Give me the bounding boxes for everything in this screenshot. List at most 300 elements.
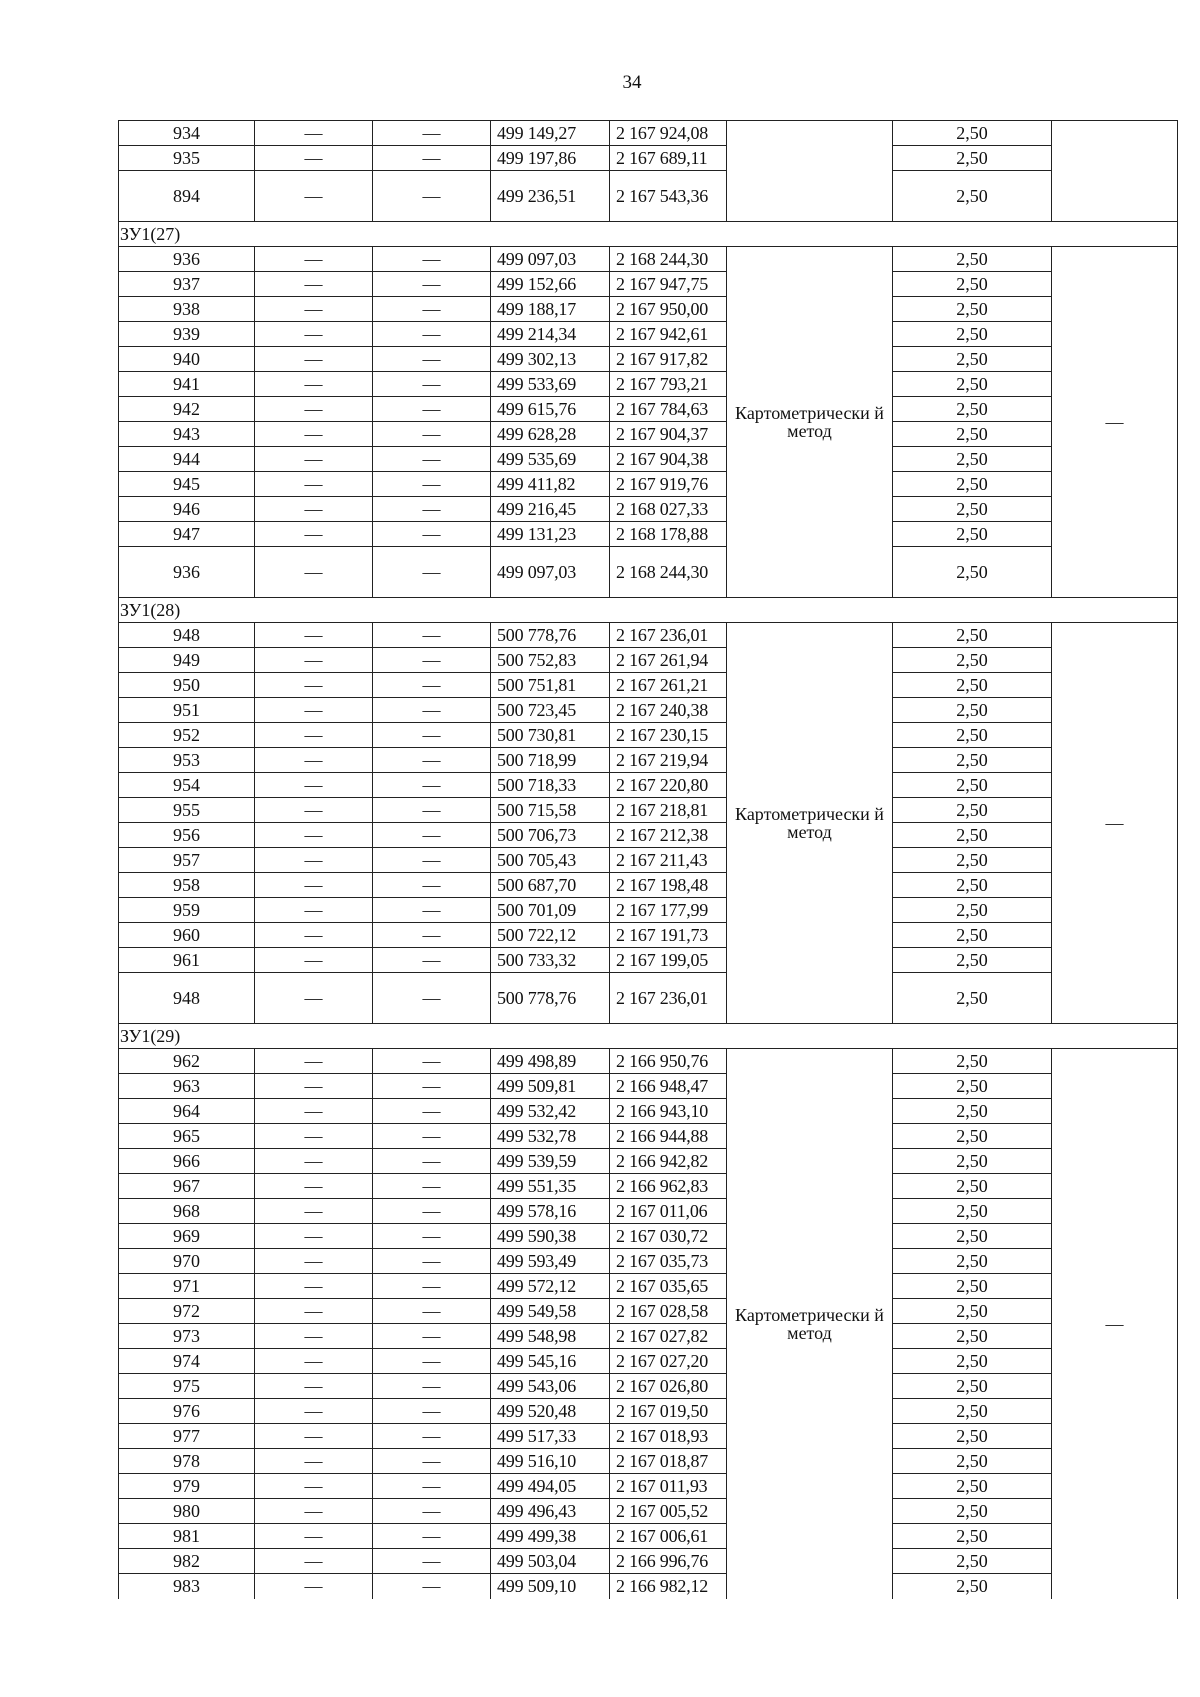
table-row [119, 773, 1178, 798]
table-row [119, 347, 1178, 372]
y-coordinate: 2 167 219,94 [610, 748, 727, 773]
point-number: 973 [119, 1324, 255, 1349]
point-number: 937 [119, 272, 255, 297]
accuracy: 2,50 [893, 1149, 1052, 1174]
accuracy: 2,50 [893, 422, 1052, 447]
y-coordinate: 2 167 261,94 [610, 648, 727, 673]
y-coordinate: 2 167 198,48 [610, 873, 727, 898]
dash-cell: — [255, 146, 373, 171]
point-number: 935 [119, 146, 255, 171]
y-coordinate: 2 167 006,61 [610, 1524, 727, 1549]
y-coordinate: 2 166 996,76 [610, 1549, 727, 1574]
dash-cell: — [255, 748, 373, 773]
x-coordinate: 500 751,81 [491, 673, 610, 698]
y-coordinate: 2 167 011,06 [610, 1199, 727, 1224]
dash-cell: — [373, 522, 491, 547]
y-coordinate: 2 167 191,73 [610, 923, 727, 948]
x-coordinate: 499 097,03 [491, 247, 610, 272]
y-coordinate: 2 167 199,05 [610, 948, 727, 973]
dash-cell: — [255, 1499, 373, 1524]
table-row [119, 1324, 1178, 1349]
dash-cell: — [373, 823, 491, 848]
dash-cell: — [373, 648, 491, 673]
accuracy: 2,50 [893, 322, 1052, 347]
dash-cell: — [255, 247, 373, 272]
table-row [119, 1474, 1178, 1499]
table-row [119, 1249, 1178, 1274]
table-row [119, 497, 1178, 522]
x-coordinate: 499 152,66 [491, 272, 610, 297]
dash-cell: — [255, 272, 373, 297]
dash-cell: — [255, 422, 373, 447]
table-row [119, 848, 1178, 873]
accuracy: 2,50 [893, 272, 1052, 297]
accuracy: 2,50 [893, 773, 1052, 798]
y-coordinate: 2 167 018,93 [610, 1424, 727, 1449]
x-coordinate: 499 517,33 [491, 1424, 610, 1449]
x-coordinate: 499 236,51 [491, 171, 610, 222]
table-row [119, 522, 1178, 547]
section-heading: ЗУ1(27) [119, 222, 1178, 247]
dash-cell: — [373, 1124, 491, 1149]
dash-cell: — [255, 372, 373, 397]
dash-cell: — [255, 171, 373, 222]
y-coordinate: 2 167 027,20 [610, 1349, 727, 1374]
y-coordinate: 2 167 212,38 [610, 823, 727, 848]
dash-cell: — [255, 1449, 373, 1474]
y-coordinate: 2 167 793,21 [610, 372, 727, 397]
y-coordinate: 2 166 942,82 [610, 1149, 727, 1174]
point-number: 964 [119, 1099, 255, 1124]
point-number: 941 [119, 372, 255, 397]
table-row [119, 171, 1178, 222]
dash-cell: — [373, 1099, 491, 1124]
y-coordinate: 2 167 240,38 [610, 698, 727, 723]
x-coordinate: 499 578,16 [491, 1199, 610, 1224]
accuracy: 2,50 [893, 698, 1052, 723]
accuracy: 2,50 [893, 472, 1052, 497]
y-coordinate: 2 167 942,61 [610, 322, 727, 347]
point-number: 979 [119, 1474, 255, 1499]
y-coordinate: 2 166 950,76 [610, 1049, 727, 1074]
x-coordinate: 499 628,28 [491, 422, 610, 447]
dash-cell: — [373, 1574, 491, 1599]
accuracy: 2,50 [893, 648, 1052, 673]
accuracy: 2,50 [893, 1049, 1052, 1074]
dash-cell: — [255, 898, 373, 923]
dash-cell: — [373, 848, 491, 873]
y-coordinate: 2 167 904,38 [610, 447, 727, 472]
dash-cell: — [255, 948, 373, 973]
table-row [119, 1574, 1178, 1599]
section-heading: ЗУ1(28) [119, 598, 1178, 623]
x-coordinate: 500 722,12 [491, 923, 610, 948]
dash-cell: — [373, 1374, 491, 1399]
y-coordinate: 2 167 947,75 [610, 272, 727, 297]
x-coordinate: 499 590,38 [491, 1224, 610, 1249]
point-number: 967 [119, 1174, 255, 1199]
dash-cell: — [255, 547, 373, 598]
point-number: 982 [119, 1549, 255, 1574]
y-coordinate: 2 166 962,83 [610, 1174, 727, 1199]
note-cell: — [1052, 623, 1178, 1024]
section-heading-row [119, 222, 1178, 247]
accuracy: 2,50 [893, 1524, 1052, 1549]
table-row [119, 447, 1178, 472]
y-coordinate: 2 167 236,01 [610, 623, 727, 648]
dash-cell: — [255, 447, 373, 472]
dash-cell: — [373, 923, 491, 948]
y-coordinate: 2 167 919,76 [610, 472, 727, 497]
table-row [119, 898, 1178, 923]
table-row [119, 973, 1178, 1024]
dash-cell: — [373, 397, 491, 422]
table-row [119, 1374, 1178, 1399]
dash-cell: — [373, 898, 491, 923]
method-cell [727, 121, 893, 222]
table-row [119, 823, 1178, 848]
x-coordinate: 499 494,05 [491, 1474, 610, 1499]
accuracy: 2,50 [893, 1199, 1052, 1224]
accuracy: 2,50 [893, 522, 1052, 547]
y-coordinate: 2 167 218,81 [610, 798, 727, 823]
point-number: 959 [119, 898, 255, 923]
point-number: 977 [119, 1424, 255, 1449]
y-coordinate: 2 167 236,01 [610, 973, 727, 1024]
table-row [119, 923, 1178, 948]
accuracy: 2,50 [893, 623, 1052, 648]
accuracy: 2,50 [893, 1074, 1052, 1099]
accuracy: 2,50 [893, 397, 1052, 422]
dash-cell: — [255, 1324, 373, 1349]
point-number: 955 [119, 798, 255, 823]
accuracy: 2,50 [893, 723, 1052, 748]
accuracy: 2,50 [893, 973, 1052, 1024]
dash-cell: — [255, 522, 373, 547]
dash-cell: — [373, 1224, 491, 1249]
table-row [119, 948, 1178, 973]
dash-cell: — [373, 1174, 491, 1199]
dash-cell: — [373, 1349, 491, 1374]
x-coordinate: 499 302,13 [491, 347, 610, 372]
dash-cell: — [373, 1474, 491, 1499]
dash-cell: — [373, 347, 491, 372]
y-coordinate: 2 168 027,33 [610, 497, 727, 522]
table-row [119, 1399, 1178, 1424]
point-number: 983 [119, 1574, 255, 1599]
x-coordinate: 499 549,58 [491, 1299, 610, 1324]
accuracy: 2,50 [893, 447, 1052, 472]
accuracy: 2,50 [893, 372, 1052, 397]
accuracy: 2,50 [893, 1099, 1052, 1124]
dash-cell: — [373, 372, 491, 397]
accuracy: 2,50 [893, 1474, 1052, 1499]
point-number: 944 [119, 447, 255, 472]
table-row [119, 1149, 1178, 1174]
y-coordinate: 2 167 026,80 [610, 1374, 727, 1399]
x-coordinate: 500 778,76 [491, 973, 610, 1024]
dash-cell: — [373, 773, 491, 798]
dash-cell: — [373, 973, 491, 1024]
method-cell: Картометрически й метод [727, 623, 893, 1024]
table-row [119, 798, 1178, 823]
dash-cell: — [373, 1324, 491, 1349]
dash-cell: — [255, 1349, 373, 1374]
dash-cell: — [255, 723, 373, 748]
accuracy: 2,50 [893, 1449, 1052, 1474]
section-heading: ЗУ1(29) [119, 1024, 1178, 1049]
dash-cell: — [373, 547, 491, 598]
dash-cell: — [255, 1074, 373, 1099]
table-row [119, 1274, 1178, 1299]
dash-cell: — [255, 1149, 373, 1174]
table-row [119, 1199, 1178, 1224]
dash-cell: — [255, 322, 373, 347]
x-coordinate: 499 520,48 [491, 1399, 610, 1424]
dash-cell: — [255, 472, 373, 497]
table-row [119, 673, 1178, 698]
dash-cell: — [373, 297, 491, 322]
dash-cell: — [373, 1299, 491, 1324]
x-coordinate: 499 509,81 [491, 1074, 610, 1099]
dash-cell: — [255, 1274, 373, 1299]
dash-cell: — [255, 1049, 373, 1074]
y-coordinate: 2 167 005,52 [610, 1499, 727, 1524]
x-coordinate: 499 197,86 [491, 146, 610, 171]
accuracy: 2,50 [893, 1274, 1052, 1299]
x-coordinate: 500 706,73 [491, 823, 610, 848]
dash-cell: — [373, 1199, 491, 1224]
dash-cell: — [373, 447, 491, 472]
point-number: 947 [119, 522, 255, 547]
table-row [119, 623, 1178, 648]
point-number: 957 [119, 848, 255, 873]
y-coordinate: 2 167 261,21 [610, 673, 727, 698]
method-cell: Картометрически й метод [727, 1049, 893, 1599]
y-coordinate: 2 166 943,10 [610, 1099, 727, 1124]
point-number: 943 [119, 422, 255, 447]
dash-cell: — [255, 848, 373, 873]
dash-cell: — [373, 171, 491, 222]
dash-cell: — [255, 1424, 373, 1449]
accuracy: 2,50 [893, 347, 1052, 372]
dash-cell: — [255, 1199, 373, 1224]
dash-cell: — [255, 1524, 373, 1549]
table-row [119, 322, 1178, 347]
dash-cell: — [373, 146, 491, 171]
note-cell: — [1052, 247, 1178, 598]
table-row [119, 1224, 1178, 1249]
table-row [119, 247, 1178, 272]
dash-cell: — [373, 623, 491, 648]
point-number: 968 [119, 1199, 255, 1224]
x-coordinate: 499 548,98 [491, 1324, 610, 1349]
method-cell: Картометрически й метод [727, 247, 893, 598]
dash-cell: — [373, 948, 491, 973]
table-row [119, 1349, 1178, 1374]
point-number: 956 [119, 823, 255, 848]
point-number: 952 [119, 723, 255, 748]
y-coordinate: 2 167 011,93 [610, 1474, 727, 1499]
accuracy: 2,50 [893, 748, 1052, 773]
x-coordinate: 499 509,10 [491, 1574, 610, 1599]
x-coordinate: 500 701,09 [491, 898, 610, 923]
dash-cell: — [255, 623, 373, 648]
x-coordinate: 499 411,82 [491, 472, 610, 497]
table-row [119, 547, 1178, 598]
accuracy: 2,50 [893, 297, 1052, 322]
table-row [119, 1049, 1178, 1074]
dash-cell: — [373, 1149, 491, 1174]
y-coordinate: 2 167 028,58 [610, 1299, 727, 1324]
y-coordinate: 2 167 917,82 [610, 347, 727, 372]
accuracy: 2,50 [893, 1124, 1052, 1149]
point-number: 948 [119, 623, 255, 648]
accuracy: 2,50 [893, 547, 1052, 598]
dash-cell: — [373, 798, 491, 823]
x-coordinate: 499 593,49 [491, 1249, 610, 1274]
dash-cell: — [255, 798, 373, 823]
accuracy: 2,50 [893, 1549, 1052, 1574]
y-coordinate: 2 168 244,30 [610, 247, 727, 272]
table-row [119, 698, 1178, 723]
dash-cell: — [255, 121, 373, 146]
dash-cell: — [373, 673, 491, 698]
y-coordinate: 2 167 035,65 [610, 1274, 727, 1299]
table-row [119, 748, 1178, 773]
accuracy: 2,50 [893, 146, 1052, 171]
section-heading-row [119, 1024, 1178, 1049]
accuracy: 2,50 [893, 1324, 1052, 1349]
y-coordinate: 2 168 244,30 [610, 547, 727, 598]
table-row [119, 272, 1178, 297]
x-coordinate: 499 498,89 [491, 1049, 610, 1074]
y-coordinate: 2 167 018,87 [610, 1449, 727, 1474]
point-number: 936 [119, 547, 255, 598]
accuracy: 2,50 [893, 497, 1052, 522]
table-row [119, 1449, 1178, 1474]
dash-cell: — [255, 1574, 373, 1599]
dash-cell: — [373, 272, 491, 297]
point-number: 981 [119, 1524, 255, 1549]
table-row [119, 723, 1178, 748]
section-heading-row [119, 598, 1178, 623]
dash-cell: — [255, 1474, 373, 1499]
dash-cell: — [373, 247, 491, 272]
x-coordinate: 500 718,33 [491, 773, 610, 798]
dash-cell: — [373, 698, 491, 723]
dash-cell: — [255, 397, 373, 422]
dash-cell: — [255, 1224, 373, 1249]
x-coordinate: 499 532,78 [491, 1124, 610, 1149]
table-row [119, 1549, 1178, 1574]
table-row [119, 121, 1178, 146]
coordinates-table [118, 120, 1178, 1599]
x-coordinate: 499 543,06 [491, 1374, 610, 1399]
dash-cell: — [255, 698, 373, 723]
point-number: 963 [119, 1074, 255, 1099]
x-coordinate: 499 572,12 [491, 1274, 610, 1299]
y-coordinate: 2 167 177,99 [610, 898, 727, 923]
x-coordinate: 499 545,16 [491, 1349, 610, 1374]
table-row [119, 372, 1178, 397]
accuracy: 2,50 [893, 1349, 1052, 1374]
dash-cell: — [373, 422, 491, 447]
accuracy: 2,50 [893, 823, 1052, 848]
y-coordinate: 2 167 689,11 [610, 146, 727, 171]
x-coordinate: 499 503,04 [491, 1549, 610, 1574]
x-coordinate: 500 723,45 [491, 698, 610, 723]
y-coordinate: 2 167 924,08 [610, 121, 727, 146]
y-coordinate: 2 167 230,15 [610, 723, 727, 748]
point-number: 971 [119, 1274, 255, 1299]
y-coordinate: 2 167 035,73 [610, 1249, 727, 1274]
accuracy: 2,50 [893, 673, 1052, 698]
table-row [119, 472, 1178, 497]
page-number: 34 [622, 72, 642, 93]
y-coordinate: 2 167 543,36 [610, 171, 727, 222]
y-coordinate: 2 167 211,43 [610, 848, 727, 873]
y-coordinate: 2 167 019,50 [610, 1399, 727, 1424]
point-number: 942 [119, 397, 255, 422]
dash-cell: — [373, 748, 491, 773]
y-coordinate: 2 166 948,47 [610, 1074, 727, 1099]
table-row [119, 146, 1178, 171]
y-coordinate: 2 167 904,37 [610, 422, 727, 447]
point-number: 949 [119, 648, 255, 673]
point-number: 946 [119, 497, 255, 522]
dash-cell: — [373, 1424, 491, 1449]
x-coordinate: 499 097,03 [491, 547, 610, 598]
point-number: 939 [119, 322, 255, 347]
y-coordinate: 2 167 027,82 [610, 1324, 727, 1349]
dash-cell: — [373, 1549, 491, 1574]
dash-cell: — [373, 497, 491, 522]
x-coordinate: 499 539,59 [491, 1149, 610, 1174]
x-coordinate: 499 533,69 [491, 372, 610, 397]
x-coordinate: 499 532,42 [491, 1099, 610, 1124]
accuracy: 2,50 [893, 1174, 1052, 1199]
point-number: 953 [119, 748, 255, 773]
dash-cell: — [373, 1499, 491, 1524]
y-coordinate: 2 167 030,72 [610, 1224, 727, 1249]
accuracy: 2,50 [893, 1499, 1052, 1524]
point-number: 969 [119, 1224, 255, 1249]
note-cell: — [1052, 1049, 1178, 1599]
accuracy: 2,50 [893, 948, 1052, 973]
x-coordinate: 499 615,76 [491, 397, 610, 422]
accuracy: 2,50 [893, 247, 1052, 272]
dash-cell: — [255, 1124, 373, 1149]
point-number: 965 [119, 1124, 255, 1149]
table-row [119, 1499, 1178, 1524]
x-coordinate: 500 687,70 [491, 873, 610, 898]
table-row [119, 397, 1178, 422]
accuracy: 2,50 [893, 923, 1052, 948]
dash-cell: — [255, 823, 373, 848]
point-number: 948 [119, 973, 255, 1024]
x-coordinate: 499 499,38 [491, 1524, 610, 1549]
x-coordinate: 500 733,32 [491, 948, 610, 973]
point-number: 950 [119, 673, 255, 698]
x-coordinate: 500 718,99 [491, 748, 610, 773]
point-number: 961 [119, 948, 255, 973]
x-coordinate: 499 496,43 [491, 1499, 610, 1524]
y-coordinate: 2 166 982,12 [610, 1574, 727, 1599]
point-number: 962 [119, 1049, 255, 1074]
dash-cell: — [255, 1374, 373, 1399]
x-coordinate: 499 216,45 [491, 497, 610, 522]
